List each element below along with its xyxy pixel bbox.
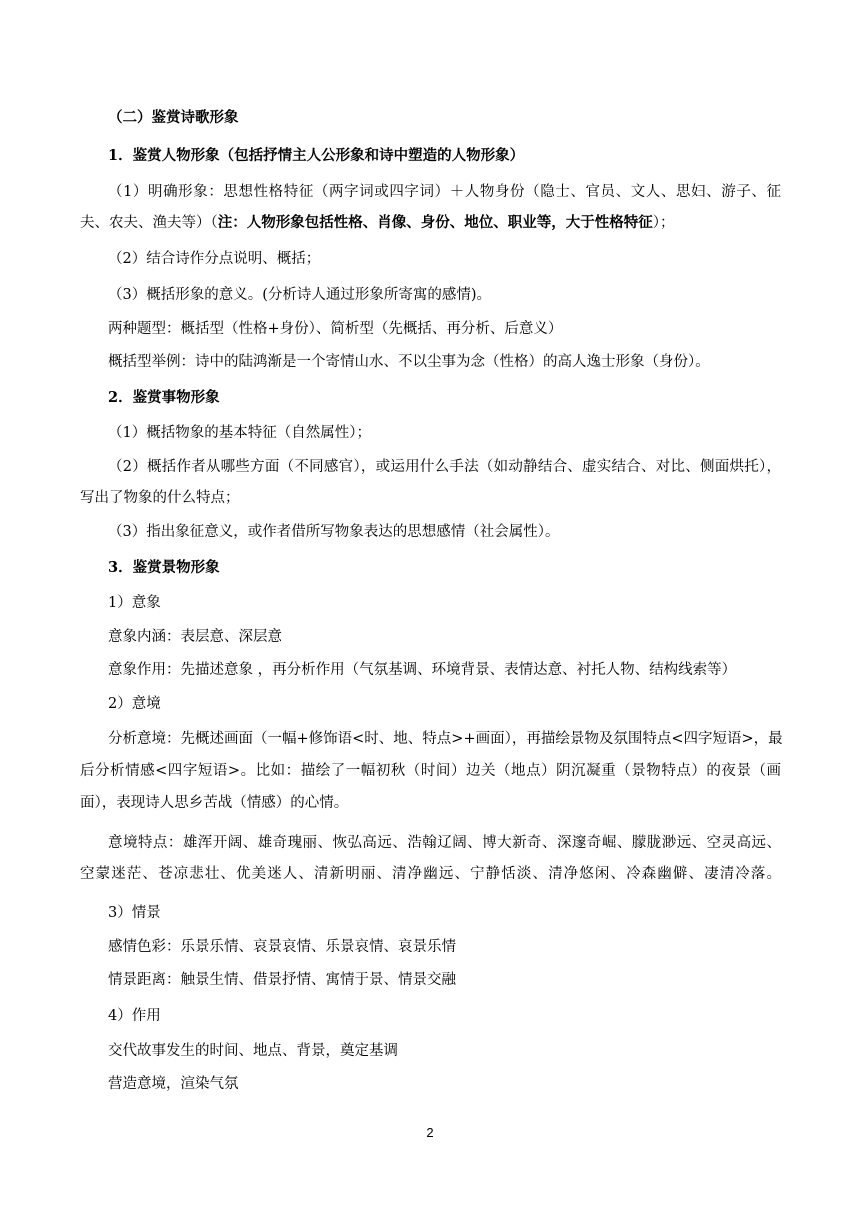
subheading: 1）意象 bbox=[108, 595, 161, 611]
paragraph-line: 夫、农夫、渔夫等）（注：人物形象包括性格、肖像、身份、地位、职业等，大于性格特征）； bbox=[80, 214, 675, 231]
paragraph-line: （2）概括作者从哪些方面（不同感官），或运用什么手法（如动静结合、虚实结合、对比、侧面烘托）， bbox=[108, 459, 781, 475]
subheading: 4）作用 bbox=[108, 1008, 161, 1024]
page-number: 2 bbox=[426, 1125, 434, 1140]
section-title: （二）鉴赏诗歌形象 bbox=[108, 109, 239, 126]
paragraph-line: （1）概括物象的基本特征（自然属性）； bbox=[108, 425, 371, 441]
paragraph-line: （3）指出象征意义，或作者借所写物象表达的思想感情（社会属性）。 bbox=[108, 524, 560, 540]
note-bold: 注：人物形象包括性格、肖像、身份、地位、职业等，大于性格特征 bbox=[217, 214, 653, 231]
paragraph-line: （1）明确形象：思想性格特征（两字词或四字词）＋人物身份（隐士、官员、文人、思妇、游子、征 bbox=[108, 184, 781, 200]
paragraph-line: 面），表现诗人思乡苦战（情感）的心情。 bbox=[80, 795, 349, 811]
paragraph-line: 感情色彩：乐景乐情、哀景哀情、乐景哀情、哀景乐情 bbox=[108, 939, 456, 955]
paragraph-line: 营造意境，渲染气氛 bbox=[108, 1076, 239, 1092]
heading-2: 2．鉴赏事物形象 bbox=[108, 389, 220, 406]
paragraph-line: 意象内涵：表层意、深层意 bbox=[108, 629, 282, 645]
paragraph-line: 空蒙迷茫、苍凉悲壮、优美迷人、清新明丽、清净幽远、宁静恬淡、清净悠闲、冷森幽僻、凄清冷落。 bbox=[80, 866, 781, 882]
paragraph-line: （3）概括形象的意义。(分析诗人通过形象所寄寓的感情)。 bbox=[108, 287, 492, 303]
paragraph-line: 分析意境：先概述画面（一幅+修饰语<时、地、特点>+画面），再描绘景物及氛围特点<四字短语>，最 bbox=[108, 731, 783, 747]
heading-1: 1．鉴赏人物形象（包括抒情主人公形象和诗中塑造的人物形象） bbox=[108, 147, 525, 164]
paragraph-line: 情景距离：触景生情、借景抒情、寓情于景、情景交融 bbox=[108, 972, 456, 988]
paragraph-line: 两种题型：概括型（性格+身份）、简析型（先概括、再分析、后意义） bbox=[108, 321, 563, 337]
subheading: 2）意境 bbox=[108, 696, 161, 712]
paragraph-line: 写出了物象的什么特点； bbox=[80, 490, 240, 506]
paragraph-line: 意象作用：先描述意象 ，再分析作用（气氛基调、环境背景、表情达意、衬托人物、结构线索等） bbox=[108, 662, 737, 678]
paragraph-line: 意境特点：雄浑开阔、雄奇瑰丽、恢弘高远、浩翰辽阔、博大新奇、深邃奇崛、朦胧渺远、空灵高远、 bbox=[108, 835, 781, 851]
paragraph-line: （2）结合诗作分点说明、概括； bbox=[108, 251, 321, 267]
heading-3: 3．鉴赏景物形象 bbox=[108, 559, 220, 576]
paragraph-line: 后分析情感<四字短语>。比如：描绘了一幅初秋（时间）边关（地点）阴沉凝重（景物特点）的夜景（画 bbox=[80, 763, 781, 779]
paragraph-line: 交代故事发生的时间、地点、背景，奠定基调 bbox=[108, 1043, 398, 1059]
subheading: 3）情景 bbox=[108, 905, 161, 921]
paragraph-line: 概括型举例：诗中的陆鸿渐是一个寄情山水、不以尘事为念（性格）的高人逸士形象（身份）。 bbox=[108, 354, 710, 370]
